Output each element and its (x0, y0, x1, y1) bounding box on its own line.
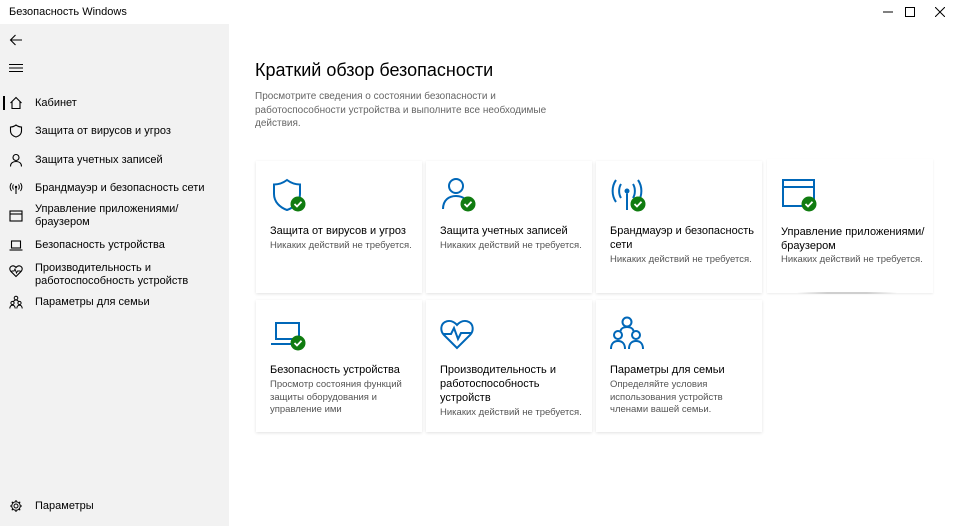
card-subtitle: Никаких действий не требуется. (781, 254, 923, 265)
main-content (229, 24, 960, 526)
card-virus-protection[interactable] (256, 161, 422, 293)
sidebar-item-label: Защита учетных записей (35, 153, 163, 166)
page-title: Краткий обзор безопасности (255, 60, 494, 80)
sidebar-item-family[interactable] (0, 288, 229, 316)
close-icon (935, 7, 945, 17)
sidebar-item-label: Производительность и работоспособность устройств (35, 262, 189, 287)
card-app-browser[interactable] (767, 159, 933, 293)
card-subtitle: Никаких действий не требуется. (440, 240, 582, 251)
hamburger-icon (9, 63, 23, 73)
person-icon (438, 175, 478, 215)
back-arrow-icon (9, 34, 23, 46)
check-badge-icon (291, 336, 306, 351)
back-button[interactable] (4, 28, 28, 52)
person-icon (8, 152, 24, 168)
heart-icon (8, 263, 24, 279)
sidebar-item-label: Безопасность устройства (35, 238, 165, 251)
family-icon (8, 294, 24, 310)
card-account-protection[interactable] (426, 161, 592, 293)
antenna-icon (8, 180, 24, 196)
card-subtitle: Определяйте условия использования устройств членами вашей семьи. (610, 379, 723, 415)
card-title: Параметры для семьи (610, 364, 725, 376)
sidebar-item-virus-protection[interactable] (0, 117, 229, 145)
sidebar-item-label: Защита от вирусов и угроз (35, 124, 171, 137)
title-bar (0, 0, 960, 24)
sidebar-item-device-security[interactable] (0, 231, 229, 259)
sidebar-item-label: Кабинет (35, 96, 77, 109)
sidebar-item-account-protection[interactable] (0, 146, 229, 174)
sidebar-item-label: Управление приложениями/браузером (35, 203, 179, 228)
sidebar-item-label: Брандмауэр и безопасность сети (35, 181, 205, 194)
sidebar (0, 24, 229, 526)
card-subtitle: Никаких действий не требуется. (440, 407, 582, 418)
card-title: Производительность и работоспособность устройств (440, 364, 556, 404)
card-title: Безопасность устройства (270, 364, 400, 376)
gear-icon (8, 498, 24, 514)
card-title: Брандмауэр и безопасность сети (610, 225, 754, 251)
laptop-icon (8, 237, 24, 253)
sidebar-item-settings[interactable] (0, 492, 229, 520)
card-title: Управление приложениями/браузером (781, 226, 925, 252)
card-title: Защита от вирусов и угроз (270, 225, 406, 237)
check-badge-icon (461, 197, 476, 212)
check-badge-icon (291, 197, 306, 212)
sidebar-item-label: Параметры (35, 499, 94, 512)
card-firewall[interactable] (596, 161, 762, 293)
family-icon (608, 314, 648, 354)
antenna-icon (608, 175, 648, 215)
card-subtitle: Никаких действий не требуется. (610, 254, 752, 265)
app-window-icon (8, 208, 24, 224)
sidebar-item-label: Параметры для семьи (35, 295, 150, 308)
card-family[interactable] (596, 300, 762, 432)
shield-icon (8, 123, 24, 139)
sidebar-item-app-browser[interactable] (0, 202, 229, 230)
page-description: Просмотрите сведения о состоянии безопасности и работоспособности устройства и выполните все необходимые действия. (255, 91, 547, 129)
laptop-icon (268, 314, 308, 354)
sidebar-item-home[interactable] (0, 89, 229, 117)
close-button[interactable] (920, 0, 960, 24)
heart-pulse-icon (438, 314, 478, 354)
card-title: Защита учетных записей (440, 225, 568, 237)
menu-button[interactable] (4, 56, 28, 80)
sidebar-item-firewall[interactable] (0, 174, 229, 202)
shield-icon (268, 175, 308, 215)
check-badge-icon (631, 197, 646, 212)
card-subtitle: Просмотр состояния функций защиты оборудования и управление ими (270, 379, 402, 415)
card-performance[interactable] (426, 300, 592, 432)
maximize-icon (905, 7, 915, 17)
sidebar-item-performance[interactable] (0, 260, 229, 290)
app-window-icon (779, 175, 819, 215)
window-title: Безопасность Windows (9, 6, 127, 18)
check-badge-icon (802, 197, 817, 212)
card-subtitle: Никаких действий не требуется. (270, 240, 412, 251)
card-device-security[interactable] (256, 300, 422, 432)
home-icon (8, 95, 24, 111)
